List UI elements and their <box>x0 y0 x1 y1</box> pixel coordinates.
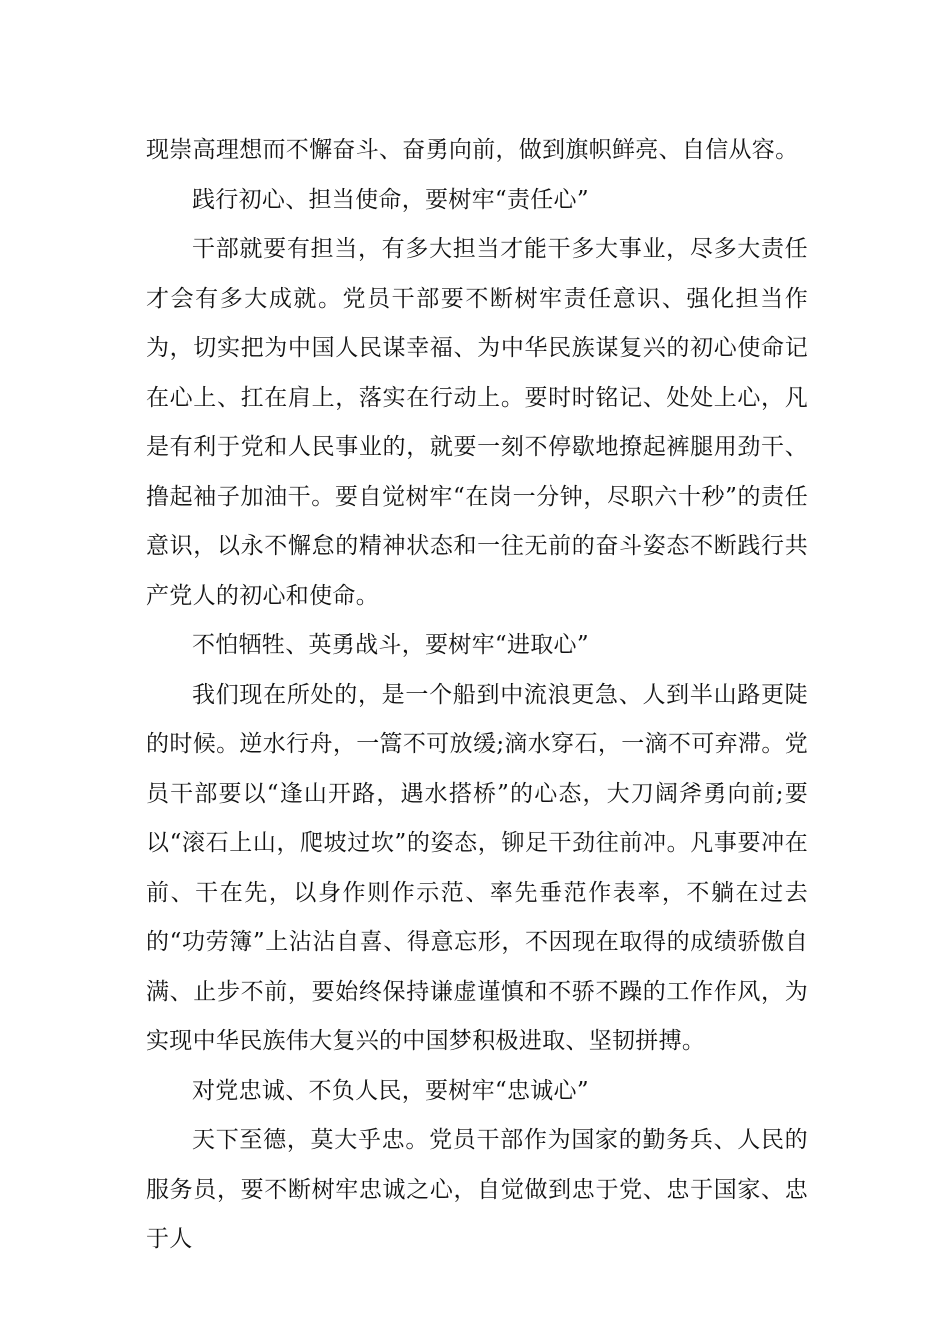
section-heading-loyalty: 对党忠诚、不负人民，要树牢“忠诚心” <box>192 1077 589 1104</box>
paragraph-loyalty: 天下至德，莫大乎忠。党员干部作为国家的勤务兵、人民的服务员，要不断树牢忠诚之心，自觉做到忠于党、忠于国家、忠于人 <box>146 1127 808 1252</box>
section-heading-responsibility: 践行初心、担当使命，要树牢“责任心” <box>192 186 589 213</box>
paragraph-responsibility: 干部就要有担当，有多大担当才能干多大事业，尽多大责任才会有多大成就。党员干部要不断树牢责任意识、强化担当作为，切实把为中国人民谋幸福、为中华民族谋复兴的初心使命记在心上、扛在肩上，落实在行动上。要时时铭记、处处上心，凡是有利于党和人民事业的，就要一刻不停歇地撩起裤腿用劲干、撸起袖子加油干。要自觉树牢“在岗一分钟，尽职六十秒”的责任意识，以永不懈怠的精神状态和一往无前的奋斗姿态不断践行共产党人的初心和使命。 <box>146 236 808 609</box>
document-body <box>146 126 808 1265</box>
paragraph-continued: 现崇高理想而不懈奋斗、奋勇向前，做到旗帜鲜亮、自信从容。 <box>146 137 799 163</box>
paragraph-enterprise: 我们现在所处的，是一个船到中流浪更急、人到半山路更陡的时候。逆水行舟，一篙不可放缓;滴水穿石，一滴不可弃滞。党员干部要以“逢山开路，遇水搭桥”的心态，大刀阔斧勇向前;要以“滚石上山，爬坡过坎”的姿态，铆足干劲往前冲。凡事要冲在前、干在先，以身作则作示范、率先垂范作表率，不躺在过去的“功劳簿”上沾沾自喜、得意忘形，不因现在取得的成绩骄傲自满、止步不前，要始终保持谦虚谨慎和不骄不躁的工作作风，为实现中华民族伟大复兴的中国梦积极进取、坚韧拼搏。 <box>146 681 808 1054</box>
section-heading-enterprise: 不怕牺牲、英勇战斗，要树牢“进取心” <box>192 632 589 658</box>
